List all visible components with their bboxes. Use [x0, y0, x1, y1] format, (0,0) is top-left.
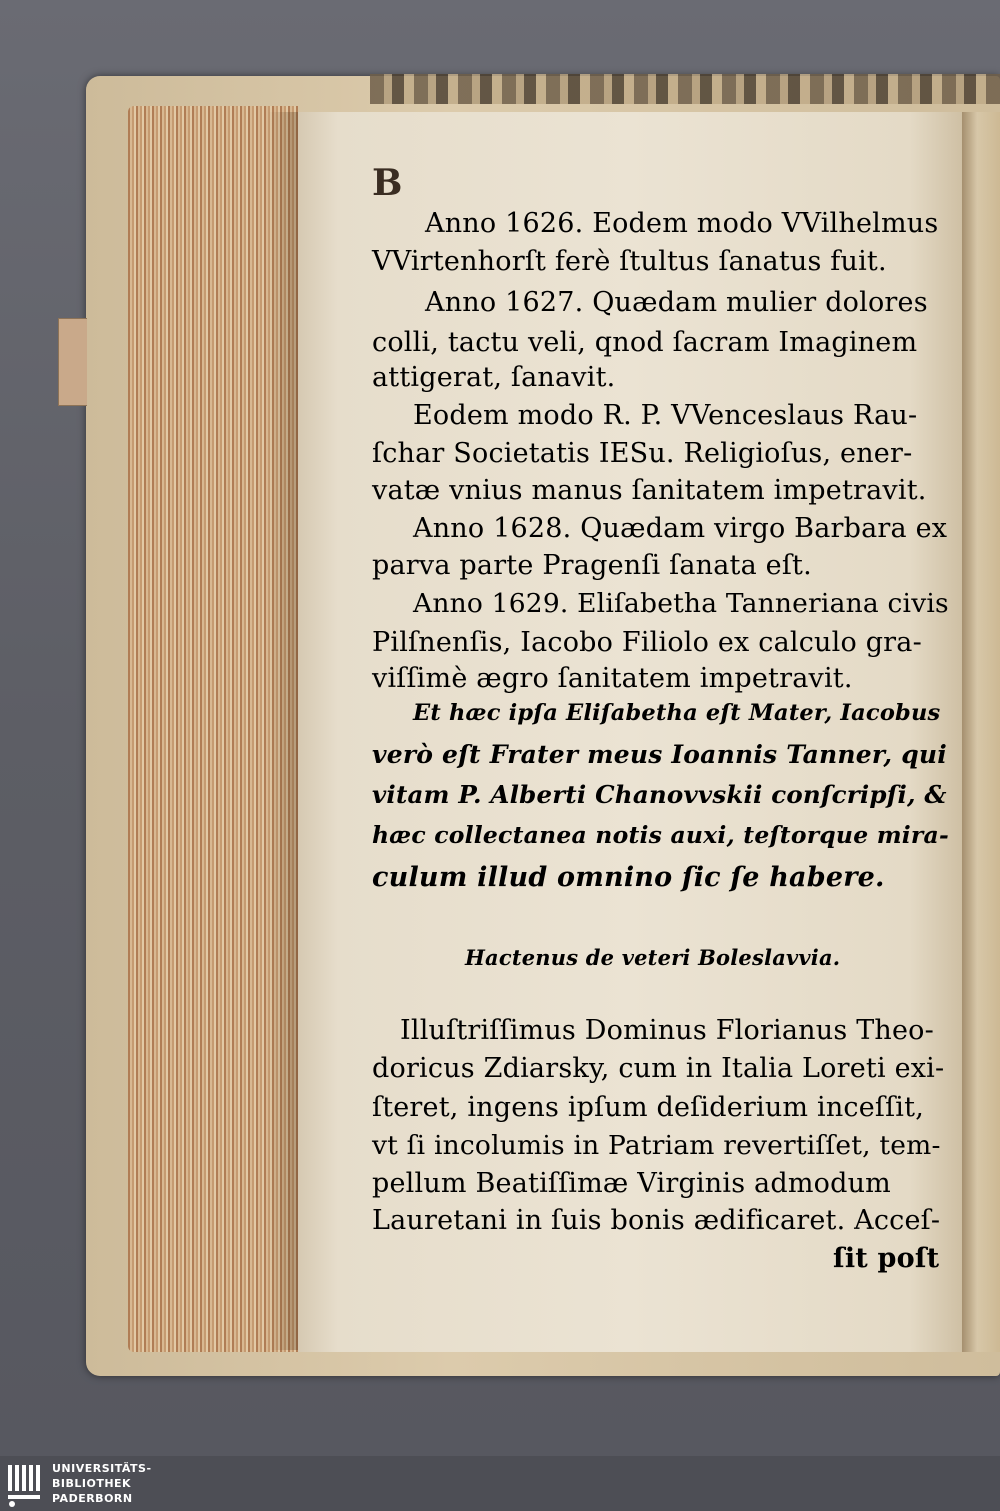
text-line: vitam P. Alberti Chanovvskii conſcripſi, & [372, 780, 947, 809]
bookmark-tab [58, 318, 87, 406]
text-line: doricus Zdiarsky, cum in Italia Loreti exi- [372, 1053, 945, 1084]
text-line: pellum Beatiſſimæ Virginis admodum [372, 1168, 891, 1199]
gutter-shadow [268, 112, 300, 1350]
text-line: vt ſi incolumis in Patriam revertiſſet, tem- [372, 1130, 941, 1161]
text-line: Anno 1628. Quædam virgo Barbara ex [413, 513, 948, 544]
text-line: VVirtenhorſt ferè ſtultus ſanatus fuit. [372, 246, 887, 277]
text-line: Anno 1629. Eliſabetha Tanneriana civis [413, 588, 949, 619]
text-line: vatæ vnius manus ſanitatem impetravit. [372, 475, 927, 506]
spine-decoration [370, 74, 1000, 104]
page-mark: B [372, 162, 403, 204]
text-line: viſſimè ægro ſanitatem impetravit. [372, 663, 853, 694]
library-logo-icon [6, 1461, 46, 1507]
logo-line: PADERBORN [52, 1492, 133, 1505]
text-line: Illuſtriſſimus Dominus Florianus Theo- [400, 1015, 934, 1046]
text-line: Et hæc ipſa Eliſabetha eſt Mater, Iacobus [413, 700, 941, 726]
text-line: ſchar Societatis IESu. Religioſus, ener- [372, 438, 913, 469]
section-heading: Hactenus de veteri Boleslavvia. [465, 945, 841, 970]
logo-line: UNIVERSITÄTS- [52, 1462, 152, 1475]
text-line: parva parte Pragenſi ſanata eſt. [372, 550, 812, 581]
facing-page-edge [962, 112, 1000, 1352]
text-line: ſteret, ingens ipſum deſiderium inceſſit, [372, 1092, 924, 1123]
logo-line: BIBLIOTHEK [52, 1477, 132, 1490]
text-line: culum illud omnino ſic ſe habere. [372, 862, 885, 893]
text-line: hæc collectanea notis auxi, teſtorque mira- [372, 821, 949, 849]
library-logo-text [52, 1461, 152, 1506]
text-line: colli, tactu veli, qnod ſacram Imaginem [372, 327, 918, 358]
catchword: ſit poſt [833, 1243, 940, 1274]
text-line: Pilſnenſis, Iacobo Filiolo ex calculo gra- [372, 627, 922, 658]
text-line: Anno 1626. Eodem modo VVilhelmus [425, 208, 939, 239]
text-line: attigerat, ſanavit. [372, 362, 616, 393]
text-line: Lauretani in ſuis bonis ædificaret. Acceſ- [372, 1205, 941, 1236]
text-line: verò eſt Frater meus Ioannis Tanner, qui [372, 740, 947, 769]
text-line: Eodem modo R. P. VVenceslaus Rau- [413, 400, 918, 431]
text-line: Anno 1627. Quædam mulier dolores [425, 287, 928, 318]
